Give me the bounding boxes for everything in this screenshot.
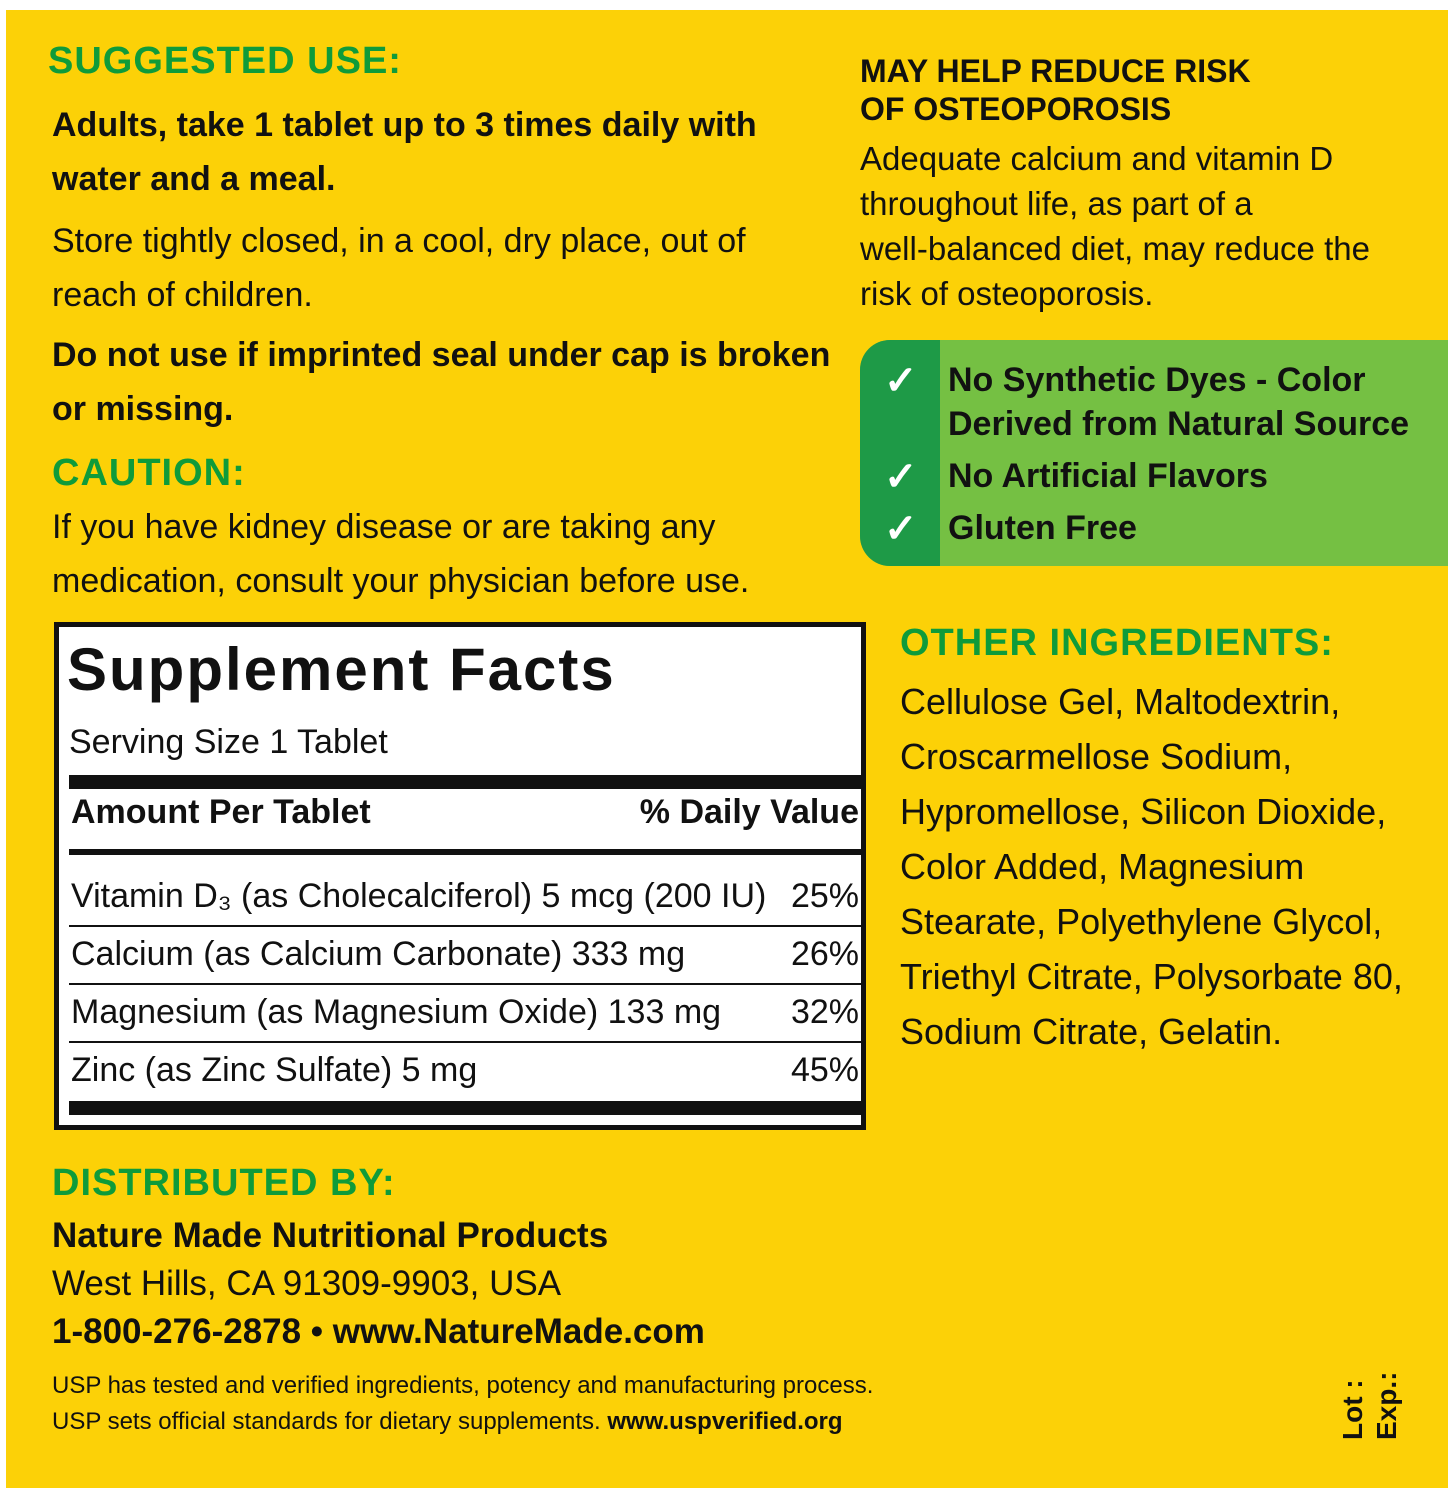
lot-label: Lot : xyxy=(1337,1379,1368,1440)
claim-gluten-free: Gluten Free xyxy=(948,509,1137,547)
osteoporosis-text-line: risk of osteoporosis. xyxy=(860,275,1154,312)
supplement-facts-title: Supplement Facts xyxy=(67,636,616,703)
amount-per-tablet-header: Amount Per Tablet xyxy=(71,793,371,831)
daily-value: 26% xyxy=(790,935,859,973)
storage-line: reach of children. xyxy=(52,276,313,314)
caution-line: If you have kidney disease or are taking any xyxy=(52,508,716,546)
osteoporosis-text-line: Adequate calcium and vitamin D xyxy=(860,140,1334,177)
usp-statement xyxy=(52,1408,843,1436)
company-contact: 1-800-276-2878 • www.NatureMade.com xyxy=(52,1312,705,1351)
osteoporosis-text-line: well-balanced diet, may reduce the xyxy=(860,230,1370,267)
exp-label: Exp.: xyxy=(1371,1371,1402,1440)
check-icon: ✓ xyxy=(884,455,918,499)
suggested-use-line: Adults, take 1 tablet up to 3 times daily with xyxy=(52,106,757,144)
nutrient-row xyxy=(71,935,859,979)
ingredients-line: Color Added, Magnesium xyxy=(900,846,1305,887)
company-name: Nature Made Nutritional Products xyxy=(52,1216,609,1255)
mid-rule xyxy=(69,849,861,855)
nutrient-name: Calcium (as Calcium Carbonate) 333 mg xyxy=(71,935,686,973)
check-icon: ✓ xyxy=(884,507,918,551)
thick-rule xyxy=(69,1101,861,1115)
supplement-facts-panel xyxy=(54,622,866,1130)
ingredients-line: Triethyl Citrate, Polysorbate 80, xyxy=(900,956,1403,997)
row-divider xyxy=(69,1041,861,1043)
thick-rule xyxy=(69,775,861,789)
ingredients-line: Hypromellose, Silicon Dioxide, xyxy=(900,791,1387,832)
claim-line: Derived from Natural Source xyxy=(948,405,1410,443)
claim-line: No Synthetic Dyes - Color xyxy=(948,361,1366,399)
row-divider xyxy=(69,983,861,985)
distributed-by-title: DISTRIBUTED BY: xyxy=(52,1162,396,1204)
usp-statement: USP has tested and verified ingredients, potency and manufacturing process. xyxy=(52,1372,874,1399)
osteoporosis-title-line: MAY HELP REDUCE RISK xyxy=(860,53,1251,89)
ingredients-line: Croscarmellose Sodium, xyxy=(900,736,1293,777)
usp-url: www.uspverified.org xyxy=(607,1408,843,1435)
osteoporosis-text-line: throughout life, as part of a xyxy=(860,185,1253,222)
daily-value: 32% xyxy=(790,993,859,1031)
usp-standards-text: USP sets official standards for dietary supplements. xyxy=(52,1408,601,1435)
suggested-use-line: water and a meal. xyxy=(52,160,336,198)
seal-warning-line: or missing. xyxy=(52,390,234,428)
osteoporosis-title xyxy=(860,52,1251,128)
daily-value: 25% xyxy=(790,877,859,915)
caution-title: CAUTION: xyxy=(52,452,246,494)
ingredients-line: Sodium Citrate, Gelatin. xyxy=(900,1011,1283,1052)
row-divider xyxy=(69,925,861,927)
daily-value: 45% xyxy=(790,1051,859,1089)
osteoporosis-text xyxy=(860,136,1370,316)
claims-box xyxy=(860,340,1448,566)
osteoporosis-title-line: OF OSTEOPOROSIS xyxy=(860,91,1172,127)
nutrient-name: Magnesium (as Magnesium Oxide) 133 mg xyxy=(71,993,722,1031)
nutrient-name: Vitamin D₃ (as Cholecalciferol) 5 mcg (200 IU) xyxy=(71,877,767,915)
daily-value-header: % Daily Value xyxy=(639,793,859,831)
nutrient-row xyxy=(71,993,859,1037)
other-ingredients-title: OTHER INGREDIENTS: xyxy=(900,622,1334,664)
ingredients-line: Stearate, Polyethylene Glycol, xyxy=(900,901,1383,942)
claim-no-synthetic-dyes xyxy=(948,358,1409,446)
nutrient-row xyxy=(71,1051,859,1095)
other-ingredients-list xyxy=(900,674,1403,1059)
nutrient-name: Zinc (as Zinc Sulfate) 5 mg xyxy=(71,1051,478,1089)
seal-warning-line: Do not use if imprinted seal under cap is broken xyxy=(52,336,831,374)
nutrient-row xyxy=(71,877,859,921)
serving-size: Serving Size 1 Tablet xyxy=(69,723,388,761)
lot-exp-stamp xyxy=(1336,1372,1404,1440)
ingredients-line: Cellulose Gel, Maltodextrin, xyxy=(900,681,1341,722)
claim-no-artificial-flavors: No Artificial Flavors xyxy=(948,457,1268,495)
check-icon: ✓ xyxy=(884,359,918,403)
suggested-use-title: SUGGESTED USE: xyxy=(48,40,402,82)
company-address: West Hills, CA 91309-9903, USA xyxy=(52,1264,562,1303)
storage-line: Store tightly closed, in a cool, dry place, out of xyxy=(52,222,746,260)
caution-line: medication, consult your physician before use. xyxy=(52,562,750,600)
